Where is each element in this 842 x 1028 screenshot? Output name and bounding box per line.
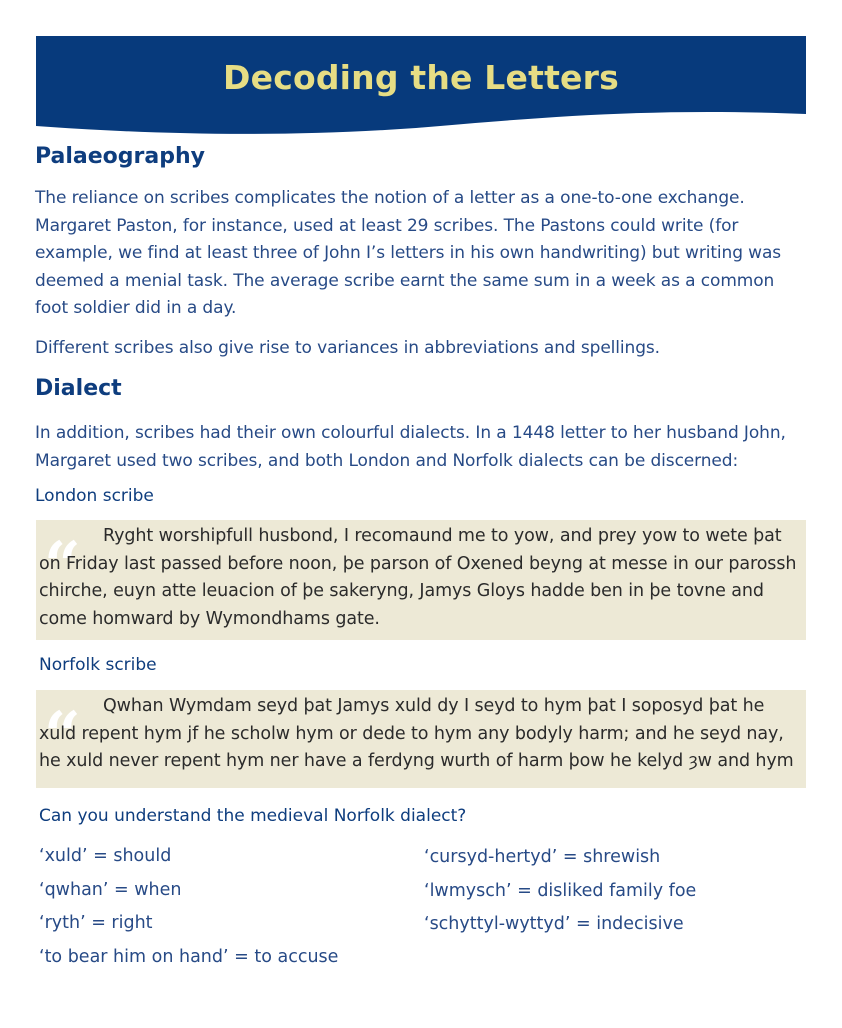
norfolk-quote-box [36, 690, 806, 788]
dialect-heading: Dialect [35, 376, 122, 401]
title-banner [36, 36, 806, 134]
palaeography-paragraph-2: Different scribes also give rise to variances in abbreviations and spellings. [35, 338, 660, 358]
london-quote-box [36, 520, 806, 640]
palaeography-paragraph-1: The reliance on scribes complicates the notion of a letter as a one-to-one exchange. Margaret Paston, for instance, used at least 29 scribes. The Pastons could write (for example, we find at least three of John I’s letters in his own handwriting) but writing was deemed a menial task. The average scribe earnt the same sum in a week as a common foot soldier did in a day. [35, 188, 782, 318]
palaeography-heading: Palaeography [35, 144, 205, 169]
glossary-item: ‘schyttyl-wyttyd’ = indecisive [424, 914, 684, 934]
glossary-item: ‘ryth’ = right [39, 913, 153, 933]
glossary-item: ‘lwmysch’ = disliked family foe [424, 881, 697, 901]
dialect-paragraph: In addition, scribes had their own colourful dialects. In a 1448 letter to her husband John, Margaret used two scribes, and both London and Norfolk dialects can be discerned: [35, 423, 786, 471]
norfolk-quote-text: Qwhan Wymdam seyd þat Jamys xuld dy I seyd to hym þat I soposyd þat he xuld repent hym jf he scholw hym or dede to hym any bodyly harm; and he seyd nay, he xuld never repent hym ner have a ferdyng wurth of harm þow he kelyd ȝw and hym [39, 696, 794, 771]
glossary-question: Can you understand the medieval Norfolk dialect? [39, 806, 467, 826]
glossary-item: ‘qwhan’ = when [39, 880, 182, 900]
quote-mark-icon: “ [44, 698, 81, 773]
quote-mark-icon: “ [44, 528, 81, 603]
glossary-item: ‘xuld’ = should [39, 846, 172, 866]
london-quote-text: Ryght worshipfull husbond, I recomaund me to yow, and prey yow to wete þat on Friday last passed before noon, þe parson of Oxened beyng at messe in our parossh chirche, euyn atte leuacion of þe sakeryng, Jamys Gloys hadde ben in þe tovne and come homward by Wymondhams gate. [39, 526, 797, 629]
norfolk-scribe-label: Norfolk scribe [39, 655, 157, 675]
london-scribe-label: London scribe [35, 486, 154, 506]
glossary-item: ‘to bear him on hand’ = to accuse [39, 947, 339, 967]
glossary-item: ‘cursyd-hertyd’ = shrewish [424, 847, 661, 867]
page-title: Decoding the Letters [223, 58, 619, 97]
